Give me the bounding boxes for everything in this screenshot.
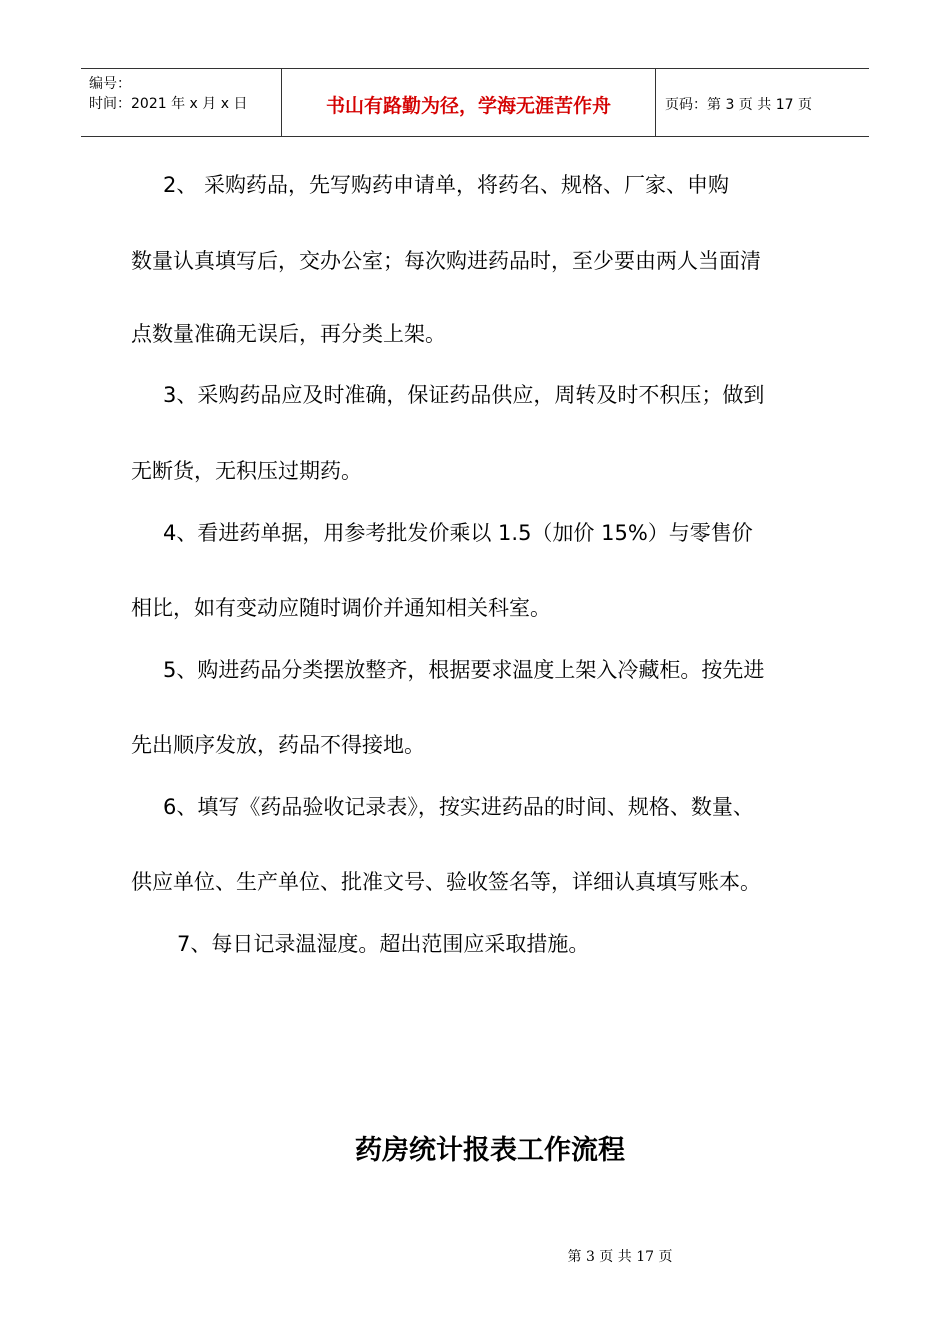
body-line: 点数量准确无误后，再分类上架。 [131, 322, 446, 346]
page-header [81, 68, 869, 137]
header-left-cell [81, 69, 281, 136]
body-line: 3、采购药品应及时准确，保证药品供应，周转及时不积压；做到 [163, 383, 765, 407]
body-line: 6、填写《药品验收记录表》，按实进药品的时间、规格、数量、 [163, 795, 754, 819]
time-label: 时间：2021 年 x 月 x 日 [89, 96, 248, 112]
body-line: 5、购进药品分类摆放整齐，根据要求温度上架入冷藏柜。按先进 [163, 658, 765, 682]
section-title: 药房统计报表工作流程 [355, 1135, 625, 1166]
body-line: 数量认真填写后，交办公室；每次购进药品时，至少要由两人当面清 [131, 249, 761, 273]
body-line: 供应单位、生产单位、批准文号、验收签名等，详细认真填写账本。 [131, 870, 761, 894]
body-line: 2、 采购药品，先写购药申请单，将药名、规格、厂家、申购 [163, 173, 730, 197]
body-line: 相比，如有变动应随时调价并通知相关科室。 [131, 596, 551, 620]
header-middle-cell [281, 69, 656, 136]
header-motto: 书山有路勤为径，学海无涯苦作舟 [325, 95, 611, 117]
body-line: 7、每日记录温湿度。超出范围应采取措施。 [177, 932, 590, 956]
body-line: 无断货，无积压过期药。 [131, 459, 362, 483]
number-label: 编号： [89, 76, 131, 92]
body-line: 先出顺序发放，药品不得接地。 [131, 733, 425, 757]
page-footer: 第 3 页 共 17 页 [567, 1249, 673, 1265]
header-page-info: 页码：第 3 页 共 17 页 [665, 97, 812, 113]
header-right-cell [655, 69, 869, 136]
body-line: 4、看进药单据，用参考批发价乘以 1.5（加价 15%）与零售价 [163, 521, 753, 545]
